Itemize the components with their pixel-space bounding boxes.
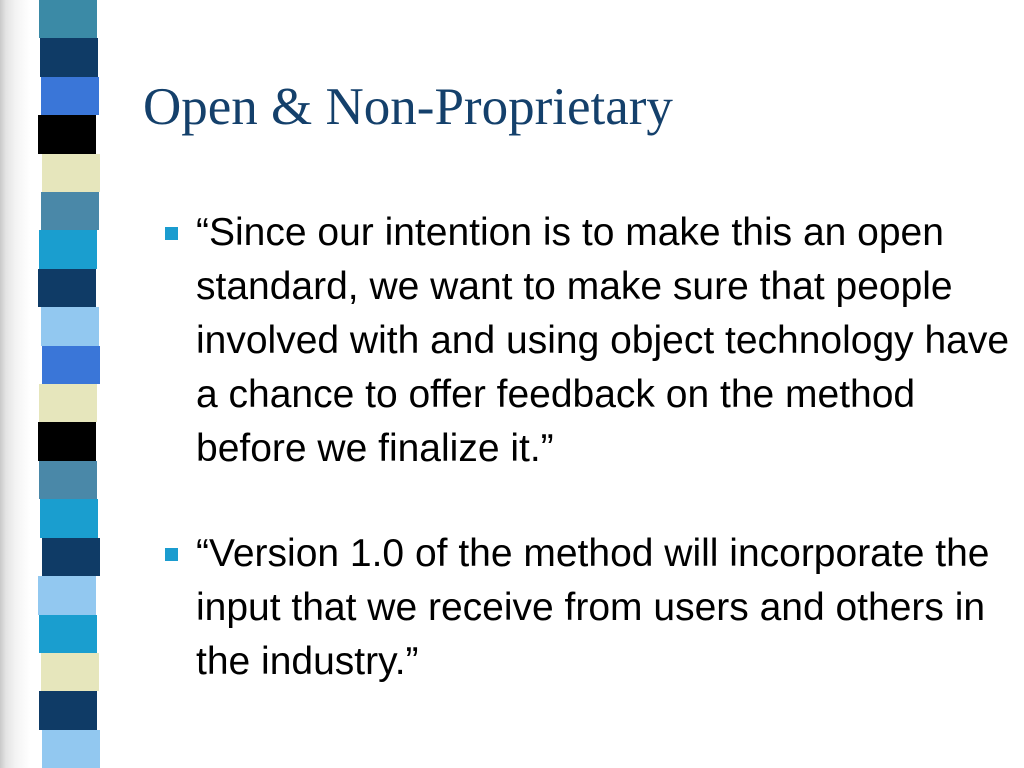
square-bullet-icon [165,548,178,561]
bullet-item [165,206,1015,476]
stripe-block [42,538,100,576]
stripe-block [39,230,97,268]
stripe-block [41,307,99,345]
stripe-block [39,384,97,422]
bullet-text: “Version 1.0 of the method will incorporate the input that we receive from users and others in the industry.” [196,532,990,683]
stripe-block [42,730,100,768]
square-bullet-icon [165,227,178,240]
stripe-block [41,77,99,115]
stripe-block [38,576,96,614]
stripe-block [39,0,97,38]
stripe-block [39,615,97,653]
stripe-block [41,653,99,691]
stripe-block [42,346,100,384]
stripe-block [41,192,99,230]
stripe-block [39,691,97,729]
stripe-block [38,269,96,307]
bullet-item [165,527,1015,689]
stripe-block [40,38,98,76]
decorative-stripe [0,0,106,768]
slide-title: Open & Non-Proprietary [143,78,673,136]
bullet-list [165,206,1015,689]
stripe-block [39,461,97,499]
stripe-block [38,115,96,153]
stripe-block [40,499,98,537]
stripe-band [40,0,98,768]
bullet-text: “Since our intention is to make this an open standard, we want to make sure that people involved with and using object technology have a chance to offer feedback on the method before we finalize it.” [196,211,1010,470]
stripe-block [42,154,100,192]
stripe-block [38,422,96,460]
